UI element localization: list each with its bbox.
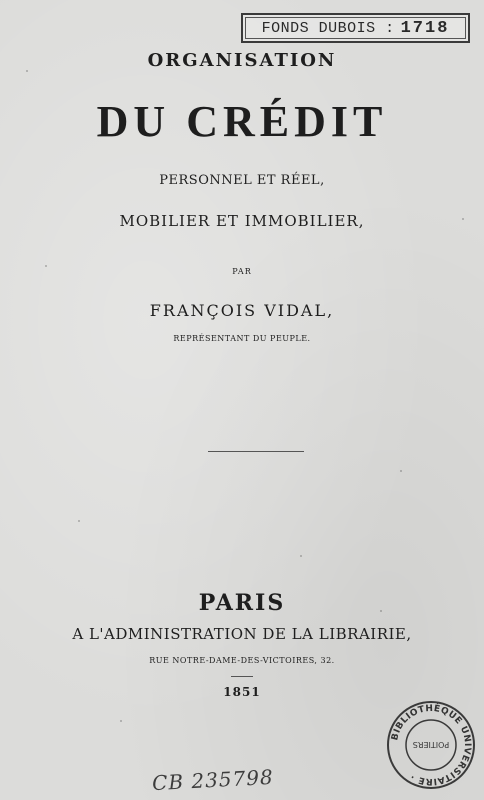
imprint-city: PARIS (198, 590, 286, 616)
seal-inner-label: POITIERS (412, 740, 450, 749)
stamp-label: FONDS DUBOIS : (261, 19, 395, 37)
byline-par: PAR (232, 267, 252, 276)
subtitle-mobilier: MOBILIER ET IMMOBILIER, (119, 212, 365, 230)
handwritten-shelfmark: CB 235798 (151, 764, 275, 796)
imprint-publisher: A L'ADMINISTRATION DE LA LIBRAIRIE, (72, 625, 412, 643)
stamp-number: 1718 (400, 18, 450, 38)
subtitle-personnel: PERSONNEL ET RÉEL, (159, 173, 325, 188)
seal-graphic (386, 700, 476, 790)
title-line-credit: DU CRÉDIT (96, 97, 388, 146)
divider-rule (208, 451, 304, 452)
seal-outer-label: BIBLIOTHÈQUE UNIVERSITAIRE · (390, 703, 473, 787)
short-rule (231, 676, 253, 677)
imprint-address: RUE NOTRE-DAME-DES-VICTOIRES, 32. (149, 656, 335, 665)
author-name: FRANÇOIS VIDAL, (149, 301, 335, 320)
fonds-dubois-stamp (241, 13, 470, 43)
author-role: REPRÉSENTANT DU PEUPLE. (173, 334, 311, 343)
library-seal-stamp (386, 700, 476, 790)
title-line-organisation: ORGANISATION (147, 50, 337, 71)
imprint-year: 1851 (223, 685, 261, 699)
stamp-inner-frame (245, 17, 466, 39)
